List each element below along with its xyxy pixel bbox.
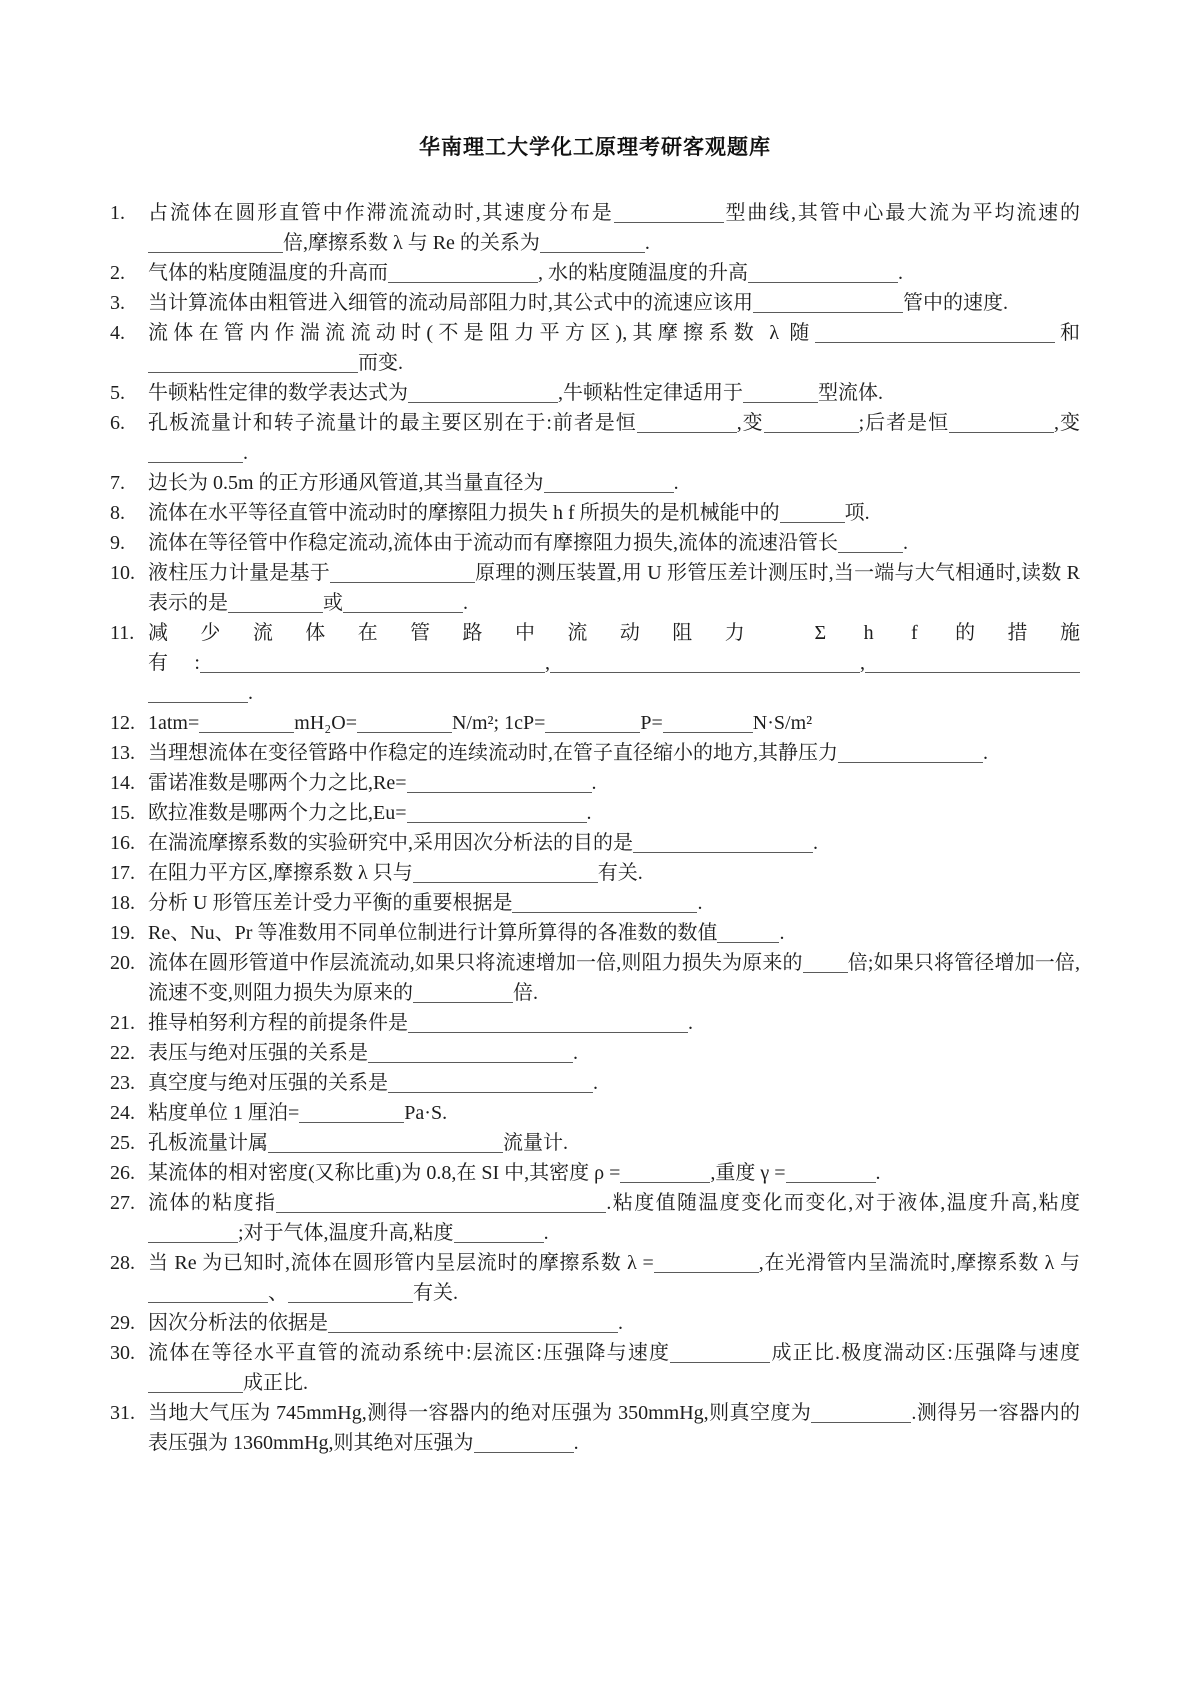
question-text: [148, 708, 1080, 738]
fill-in-blank: [357, 715, 452, 733]
question-text: [148, 288, 1080, 318]
fill-in-blank: [148, 445, 243, 463]
question-number: 10.: [110, 562, 135, 584]
fill-in-blank: [838, 535, 903, 553]
fill-in-blank: [614, 205, 724, 223]
question-text-segment: 有关.: [597, 862, 643, 884]
question-text-segment: 成正比.: [243, 1372, 308, 1394]
document-title: 华南理工大学化工原理考研客观题库: [419, 135, 771, 159]
question-text: [148, 1128, 1080, 1158]
question-text-segment: .测得另一容器内的表压强为 1360mmHg,则其绝对压强为: [148, 1402, 1080, 1454]
fill-in-blank: [408, 1015, 688, 1033]
question-text-segment: 管中的速度.: [903, 292, 1008, 314]
question-number: 7.: [110, 472, 125, 494]
question-text-segment: 当计算流体由粗管进入细管的流动局部阻力时,其公式中的流速应该用: [148, 292, 753, 314]
question-number: 15.: [110, 802, 135, 824]
question-number: 19.: [110, 922, 135, 944]
question-text-segment: .: [618, 1312, 623, 1334]
question-text-segment: N/m²; 1cP=: [451, 712, 546, 734]
question-text-segment: ;对于气体,温度升高,粘度: [238, 1222, 454, 1244]
question-item: [110, 1068, 1080, 1098]
question-text-segment: 边长为 0.5m 的正方形通风管道,其当量直径为: [148, 472, 544, 494]
fill-in-blank: [949, 415, 1054, 433]
question-text-segment: 表压与绝对压强的关系是: [148, 1042, 368, 1064]
question-text: [148, 1398, 1080, 1458]
question-text-segment: 型流体.: [818, 382, 883, 404]
fill-in-blank: [815, 325, 1055, 343]
question-text-segment: ,: [860, 652, 865, 674]
question-text-segment: 流量计.: [503, 1132, 568, 1154]
fill-in-blank: [838, 745, 983, 763]
question-text-segment: 液柱压力计量是基于: [148, 562, 330, 584]
fill-in-blank: [803, 955, 848, 973]
question-text: [148, 1308, 1080, 1338]
question-text-segment: 和: [1054, 322, 1080, 344]
question-text-segment: .: [673, 472, 679, 494]
question-item: [110, 1158, 1080, 1188]
question-text-segment: .粘度值随温度变化而变化,对于液体,温度升高,粘度: [606, 1192, 1081, 1214]
question-text-segment: 流体在圆形管道中作层流流动,如果只将流速增加一倍,则阻力损失为原来的: [148, 952, 803, 974]
question-item: [110, 708, 1080, 738]
question-item: [110, 288, 1080, 318]
fill-in-blank: [148, 1225, 238, 1243]
question-text: [148, 1008, 1080, 1038]
fill-in-blank: [550, 655, 860, 673]
question-text: [148, 618, 1080, 708]
question-text-segment: 、: [268, 1282, 288, 1304]
question-text-segment: 1atm=: [148, 712, 200, 734]
question-text-segment: .: [593, 1072, 598, 1094]
question-text-segment: 流体在管内作湍流流动时(不是阻力平方区),其摩擦系数 λ 随: [148, 322, 815, 344]
question-text-segment: Pa·S.: [404, 1102, 448, 1124]
question-text-segment: 有:: [148, 652, 200, 674]
fill-in-blank: [148, 235, 283, 253]
question-text-segment: .: [688, 1012, 693, 1034]
question-text: [148, 948, 1080, 1008]
question-item: [110, 1188, 1080, 1248]
question-text-segment: 气体的粘度随温度的升高而: [148, 262, 388, 284]
question-number: 8.: [110, 502, 125, 524]
fill-in-blank: [200, 655, 545, 673]
fill-in-blank: [764, 415, 859, 433]
question-number: 13.: [110, 742, 135, 764]
question-number: 16.: [110, 832, 135, 854]
fill-in-blank: [199, 715, 294, 733]
question-text-segment: ,变: [736, 412, 764, 434]
question-text-segment: 雷诺准数是哪两个力之比,Re=: [148, 772, 407, 794]
fill-in-blank: [343, 595, 463, 613]
question-text-segment: .: [875, 1162, 881, 1184]
question-text: [148, 1068, 1080, 1098]
fill-in-blank: [620, 1165, 710, 1183]
question-item: [110, 738, 1080, 768]
question-number: 22.: [110, 1042, 135, 1064]
question-text-segment: 流体在等径水平直管的流动系统中:层流区:压强降与速度: [148, 1342, 671, 1364]
question-item: [110, 828, 1080, 858]
question-text: [148, 498, 1080, 528]
question-text-segment: ,重度 γ =: [710, 1162, 786, 1184]
question-text: [148, 378, 1080, 408]
fill-in-blank: [865, 655, 1080, 673]
fill-in-blank: [670, 1345, 770, 1363]
question-text-segment: .: [573, 1042, 578, 1064]
question-item: [110, 558, 1085, 618]
question-text: [148, 1098, 1080, 1128]
question-item: [110, 858, 1080, 888]
question-number: 11.: [110, 622, 135, 644]
question-text: [148, 1188, 1080, 1248]
question-text-segment: ,牛顿粘性定律适用于: [558, 382, 743, 404]
question-text-segment: .: [644, 232, 650, 254]
fill-in-blank: [780, 505, 845, 523]
question-text-segment: 型曲线,其管中心最大流为平均流速的: [723, 202, 1081, 224]
question-text-segment: .: [779, 922, 785, 944]
fill-in-blank: [753, 295, 903, 313]
question-item: [110, 528, 1080, 558]
fill-in-blank: [413, 985, 513, 1003]
question-item: [110, 468, 1080, 498]
question-text-segment: .: [586, 802, 592, 824]
question-text: [148, 798, 1080, 828]
fill-in-blank: [663, 715, 753, 733]
question-text-segment: mH₂O=: [294, 712, 357, 734]
justified-line: [148, 318, 1080, 348]
question-number: 3.: [110, 292, 125, 314]
question-list: [110, 198, 1085, 1458]
justified-line: [148, 618, 1080, 648]
question-item: [110, 1098, 1080, 1128]
question-number: 9.: [110, 532, 125, 554]
question-number: 20.: [110, 952, 135, 974]
question-text-segment: P=: [640, 712, 663, 734]
question-number: 1.: [110, 202, 125, 224]
fill-in-blank: [544, 475, 674, 493]
question-text-segment: .: [248, 682, 253, 704]
question-item: [110, 1398, 1080, 1458]
question-text: [148, 258, 1080, 288]
fill-in-blank: [407, 775, 592, 793]
question-number: 12.: [110, 712, 135, 734]
question-text: [148, 468, 1080, 498]
question-text: [148, 918, 1080, 948]
question-item: [110, 768, 1080, 798]
question-item: [110, 918, 1080, 948]
question-text-segment: 占流体在圆形直管中作滞流流动时,其速度分布是: [148, 202, 614, 224]
question-text-segment: 流体在等径管中作稳定流动,流体由于流动而有摩擦阻力损失,流体的流速沿管长: [148, 532, 838, 554]
question-text-segment: 牛顿粘性定律的数学表达式为: [148, 382, 408, 404]
question-text-segment: .: [898, 262, 903, 284]
question-number: 25.: [110, 1132, 135, 1154]
question-item: [110, 378, 1080, 408]
fill-in-blank: [743, 385, 818, 403]
fill-in-blank: [408, 385, 558, 403]
question-text-segment: .: [903, 532, 908, 554]
question-text-segment: 倍;如果只将管径增加一倍,流速不变,则阻力损失为原来的: [148, 952, 1080, 1004]
question-text-segment: 当理想流体在变径管路中作稳定的连续流动时,在管子直径缩小的地方,其静压力: [148, 742, 838, 764]
question-text-segment: 真空度与绝对压强的关系是: [148, 1072, 388, 1094]
fill-in-blank: [637, 415, 737, 433]
question-text-segment: 孔板流量计和转子流量计的最主要区别在于:前者是恒: [148, 412, 637, 434]
question-item: [110, 408, 1080, 468]
question-text: [148, 888, 1080, 918]
question-text-segment: 当 Re 为已知时,流体在圆形管内呈层流时的摩擦系数 λ =: [148, 1252, 654, 1274]
question-item: [110, 1128, 1080, 1158]
question-text-segment: 流体在水平等径直管中流动时的摩擦阻力损失 h f 所损失的是机械能中的: [148, 502, 780, 524]
fill-in-blank: [545, 715, 640, 733]
question-text-segment: ,变: [1054, 412, 1081, 434]
fill-in-blank: [407, 805, 587, 823]
fill-in-blank: [786, 1165, 876, 1183]
question-text: [148, 558, 1085, 618]
question-text-segment: .: [591, 772, 597, 794]
question-text-segment: 因次分析法的依据是: [148, 1312, 328, 1334]
question-text-segment: , 水的粘度随温度的升高: [538, 262, 748, 284]
question-number: 17.: [110, 862, 135, 884]
fill-in-blank: [288, 1285, 413, 1303]
fill-in-blank: [413, 865, 598, 883]
question-item: [110, 1308, 1080, 1338]
question-text-segment: .: [573, 1432, 579, 1454]
fill-in-blank: [299, 1105, 404, 1123]
question-item: [110, 1248, 1080, 1308]
question-number: 26.: [110, 1162, 135, 1184]
question-number: 5.: [110, 382, 125, 404]
question-number: 28.: [110, 1252, 135, 1274]
fill-in-blank: [654, 1255, 759, 1273]
question-number: 21.: [110, 1012, 135, 1034]
question-text-segment: 分析 U 形管压差计受力平衡的重要根据是: [148, 892, 513, 914]
question-text: [148, 198, 1080, 258]
question-number: 29.: [110, 1312, 135, 1334]
question-text-segment: Re、Nu、Pr 等准数用不同单位制进行计算所算得的各准数的数值: [148, 922, 718, 944]
question-text-segment: 当地大气压为 745mmHg,测得一容器内的绝对压强为 350mmHg,则真空度为: [148, 1402, 812, 1424]
fill-in-blank: [328, 1315, 618, 1333]
fill-in-blank: [148, 355, 358, 373]
question-item: [110, 498, 1080, 528]
fill-in-blank: [330, 565, 475, 583]
question-text-segment: .: [243, 442, 248, 464]
fill-in-blank: [474, 1435, 574, 1453]
question-text-segment: .: [543, 1222, 549, 1244]
question-text: [148, 1158, 1080, 1188]
question-number: 31.: [110, 1402, 135, 1424]
fill-in-blank: [633, 835, 813, 853]
question-text-segment: .: [463, 592, 468, 614]
question-text-segment: 孔板流量计属: [148, 1132, 268, 1154]
question-text-segment: 在湍流摩擦系数的实验研究中,采用因次分析法的目的是: [148, 832, 633, 854]
question-text: [148, 1038, 1080, 1068]
question-text-segment: 减少流体在管路中流动阻力 Σ h f 的措施: [148, 622, 1080, 644]
question-item: [110, 258, 1080, 288]
question-item: [110, 888, 1080, 918]
question-text: [148, 768, 1080, 798]
fill-in-blank: [148, 685, 248, 703]
fill-in-blank: [748, 265, 898, 283]
question-text-segment: 项.: [844, 502, 870, 524]
question-item: [110, 948, 1080, 1008]
question-text-segment: N·S/m²: [752, 712, 813, 734]
question-text-segment: ;后者是恒: [858, 412, 950, 434]
question-text: [148, 528, 1080, 558]
question-text: [148, 828, 1080, 858]
question-text-segment: 推导柏努利方程的前提条件是: [148, 1012, 408, 1034]
fill-in-blank: [148, 1375, 243, 1393]
question-text: [148, 738, 1080, 768]
fill-in-blank: [276, 1195, 606, 1213]
question-item: [110, 1338, 1080, 1398]
question-text-segment: ,在光滑管内呈湍流时,摩擦系数 λ 与: [758, 1252, 1080, 1274]
question-text-segment: 某流体的相对密度(又称比重)为 0.8,在 SI 中,其密度 ρ =: [148, 1162, 621, 1184]
question-text-segment: 流体的粘度指: [148, 1192, 277, 1214]
question-number: 4.: [110, 322, 125, 344]
question-text-segment: ,: [545, 652, 550, 674]
fill-in-blank: [148, 1285, 268, 1303]
fill-in-blank: [540, 235, 645, 253]
question-item: [110, 798, 1080, 828]
question-number: 30.: [110, 1342, 135, 1364]
question-item: [110, 1008, 1080, 1038]
question-text-segment: 欧拉准数是哪两个力之比,Eu=: [148, 802, 407, 824]
fill-in-blank: [388, 1075, 593, 1093]
question-text-segment: 而变.: [358, 352, 403, 374]
question-text-segment: .: [983, 742, 988, 764]
question-number: 14.: [110, 772, 135, 794]
question-text: [148, 408, 1080, 468]
question-item: [110, 618, 1080, 708]
question-number: 23.: [110, 1072, 135, 1094]
question-item: [110, 1038, 1080, 1068]
question-text-segment: .: [697, 892, 703, 914]
question-text-segment: 倍,摩擦系数 λ 与 Re 的关系为: [283, 232, 540, 254]
question-text-segment: 粘度单位 1 厘泊=: [148, 1102, 300, 1124]
question-item: [110, 318, 1080, 378]
question-number: 6.: [110, 412, 125, 434]
fill-in-blank: [454, 1225, 544, 1243]
question-text-segment: 成正比.极度湍动区:压强降与速度: [770, 1342, 1080, 1364]
fill-in-blank: [717, 925, 779, 943]
fill-in-blank: [228, 595, 323, 613]
question-number: 27.: [110, 1192, 135, 1214]
fill-in-blank: [512, 895, 697, 913]
question-item: [110, 198, 1080, 258]
fill-in-blank: [388, 265, 538, 283]
question-text-segment: 有关.: [413, 1282, 458, 1304]
question-text: [148, 1338, 1080, 1398]
question-text: [148, 318, 1080, 378]
question-number: 18.: [110, 892, 135, 914]
question-text-segment: 在阻力平方区,摩擦系数 λ 只与: [148, 862, 413, 884]
fill-in-blank: [811, 1405, 911, 1423]
question-text-segment: .: [813, 832, 818, 854]
question-text-segment: 倍.: [513, 982, 538, 1004]
question-text-segment: 原理的测压装置,用 U 形管压差计测压时,当一端与大气相通时,读数 R 表示的是: [148, 562, 1085, 614]
question-number: 2.: [110, 262, 125, 284]
question-text: [148, 1248, 1080, 1308]
fill-in-blank: [368, 1045, 573, 1063]
fill-in-blank: [268, 1135, 503, 1153]
question-text-segment: 或: [323, 592, 343, 614]
question-text: [148, 858, 1080, 888]
question-number: 24.: [110, 1102, 135, 1124]
